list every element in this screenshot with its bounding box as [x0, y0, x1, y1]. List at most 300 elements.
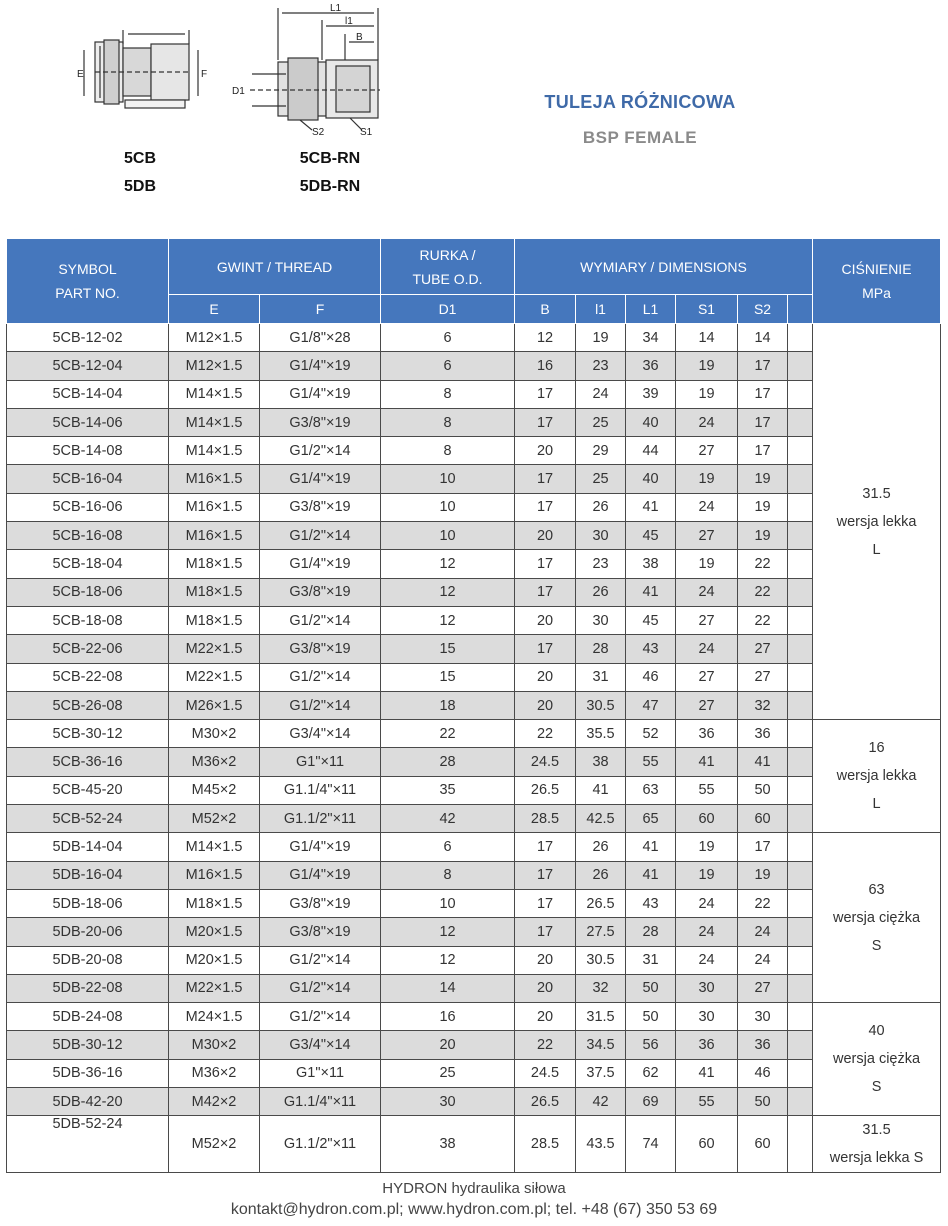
table-cell: G1.1/4"×11 — [260, 1088, 381, 1116]
table-cell: 24 — [676, 408, 738, 436]
table-cell: 5CB-12-02 — [7, 324, 169, 352]
table-cell: 22 — [381, 720, 515, 748]
table-cell: 8 — [381, 408, 515, 436]
table-cell: 41 — [626, 578, 676, 606]
table-cell: 19 — [738, 861, 788, 889]
table-cell: M52×2 — [169, 1116, 260, 1173]
table-cell: 5CB-14-04 — [7, 380, 169, 408]
table-cell: 17 — [515, 833, 576, 861]
table-cell-blank — [788, 1088, 813, 1116]
table-cell: 6 — [381, 833, 515, 861]
table-cell: M18×1.5 — [169, 889, 260, 917]
dim-label-d1: D1 — [232, 86, 245, 97]
dim-label-l1: l1 — [345, 16, 353, 27]
table-cell: 24 — [738, 918, 788, 946]
table-row — [7, 352, 941, 380]
table-cell: 27 — [676, 437, 738, 465]
table-cell-blank — [788, 1003, 813, 1031]
table-cell: 43 — [626, 889, 676, 917]
table-cell: 55 — [676, 1088, 738, 1116]
dim-label-e: E — [77, 69, 84, 80]
table-cell: M22×1.5 — [169, 974, 260, 1002]
table-cell: 69 — [626, 1088, 676, 1116]
table-cell: 56 — [626, 1031, 676, 1059]
table-cell: 5CB-45-20 — [7, 776, 169, 804]
pressure-note: wersja ciężka — [833, 1051, 921, 1068]
pressure-cell — [813, 1116, 941, 1173]
table-cell: 38 — [576, 748, 626, 776]
table-cell: M18×1.5 — [169, 578, 260, 606]
table-cell: 24 — [676, 946, 738, 974]
table-cell: 27 — [738, 663, 788, 691]
table-cell: G1.1/4"×11 — [260, 776, 381, 804]
table-cell: 41 — [626, 493, 676, 521]
table-cell: M16×1.5 — [169, 861, 260, 889]
table-cell: 42.5 — [576, 805, 626, 833]
table-cell: 19 — [576, 324, 626, 352]
header-L1: L1 — [626, 295, 676, 324]
table-row — [7, 437, 941, 465]
table-cell-blank — [788, 889, 813, 917]
table-cell: 17 — [738, 408, 788, 436]
table-cell: 27 — [738, 635, 788, 663]
table-cell: 19 — [676, 861, 738, 889]
table-cell: 5CB-26-08 — [7, 691, 169, 719]
footer-contact: kontakt@hydron.com.pl; www.hydron.com.pl; tel. +48 (67) 350 53 69 — [230, 1201, 718, 1218]
table-cell: 20 — [515, 1003, 576, 1031]
table-cell: 24 — [676, 635, 738, 663]
table-cell: 17 — [738, 437, 788, 465]
table-cell: 5CB-12-04 — [7, 352, 169, 380]
header-b: B — [515, 295, 576, 324]
table-cell: G1/2"×14 — [260, 606, 381, 634]
table-cell-blank — [788, 691, 813, 719]
table-cell-blank — [788, 833, 813, 861]
table-cell: 20 — [515, 606, 576, 634]
pressure-value: 31.5 — [862, 1122, 891, 1139]
table-cell: 26 — [576, 833, 626, 861]
table-cell: 41 — [626, 861, 676, 889]
table-cell-blank — [788, 720, 813, 748]
pressure-value: 31.5 — [862, 485, 891, 502]
table-cell: G1/2"×14 — [260, 437, 381, 465]
table-row — [7, 1116, 941, 1173]
table-cell: 55 — [626, 748, 676, 776]
table-row — [7, 946, 941, 974]
table-cell: 24 — [676, 889, 738, 917]
table-cell: 5CB-22-06 — [7, 635, 169, 663]
table-cell: 5CB-14-08 — [7, 437, 169, 465]
table-cell: 5CB-30-12 — [7, 720, 169, 748]
table-cell-blank — [788, 550, 813, 578]
table-row — [7, 776, 941, 804]
table-cell: 28 — [626, 918, 676, 946]
table-cell: 41 — [626, 833, 676, 861]
table-cell: G1/4"×19 — [260, 550, 381, 578]
table-cell: 74 — [626, 1116, 676, 1173]
table-cell: 20 — [515, 522, 576, 550]
table-cell: 35 — [381, 776, 515, 804]
table-cell: M18×1.5 — [169, 550, 260, 578]
table-cell: G1.1/2"×11 — [260, 805, 381, 833]
table-cell: 27 — [738, 974, 788, 1002]
table-cell: 22 — [515, 720, 576, 748]
table-cell: G3/4"×14 — [260, 1031, 381, 1059]
table-cell: 36 — [676, 1031, 738, 1059]
pressure-note: wersja lekka — [836, 513, 917, 530]
table-cell: 38 — [381, 1116, 515, 1173]
table-cell: 41 — [738, 748, 788, 776]
table-cell: 26.5 — [576, 889, 626, 917]
table-cell: G1/8"×28 — [260, 324, 381, 352]
table-cell: G3/8"×19 — [260, 918, 381, 946]
table-cell-blank — [788, 861, 813, 889]
dim-label-s2: S2 — [312, 127, 325, 138]
pressure-series: L — [872, 541, 881, 558]
table-cell: 5CB-52-24 — [7, 805, 169, 833]
table-cell: 6 — [381, 352, 515, 380]
table-cell: 5DB-22-08 — [7, 974, 169, 1002]
table-cell: 16 — [381, 1003, 515, 1031]
table-cell: 12 — [381, 946, 515, 974]
table-cell: 50 — [626, 974, 676, 1002]
table-cell: 36 — [676, 720, 738, 748]
table-cell: 20 — [515, 437, 576, 465]
dim-label-L1: L1 — [330, 3, 342, 14]
drawing-5cb-rn — [250, 8, 380, 130]
table-cell: 28 — [381, 748, 515, 776]
table-cell: M16×1.5 — [169, 465, 260, 493]
table-cell: 20 — [381, 1031, 515, 1059]
table-cell: 19 — [676, 352, 738, 380]
table-cell: 22 — [515, 1031, 576, 1059]
table-cell: 15 — [381, 635, 515, 663]
table-cell: 5DB-42-20 — [7, 1088, 169, 1116]
table-cell-blank — [788, 635, 813, 663]
table-cell: 63 — [626, 776, 676, 804]
table-cell: M20×1.5 — [169, 946, 260, 974]
table-cell: 24.5 — [515, 748, 576, 776]
table-cell: G1/2"×14 — [260, 663, 381, 691]
pressure-value: 63 — [868, 881, 885, 898]
table-cell: M14×1.5 — [169, 380, 260, 408]
table-cell: M26×1.5 — [169, 691, 260, 719]
header-symbol: SYMBOL PART NO. — [7, 239, 169, 324]
table-cell: 43 — [626, 635, 676, 663]
table-cell: 19 — [738, 493, 788, 521]
table-cell: 5DB-24-08 — [7, 1003, 169, 1031]
table-cell: 5CB-16-06 — [7, 493, 169, 521]
footer-company: HYDRON hydraulika siłowa — [382, 1180, 566, 1197]
header-s1: S1 — [676, 295, 738, 324]
table-cell: 27 — [676, 606, 738, 634]
pressure-note: wersja lekka — [836, 768, 917, 785]
table-cell-blank — [788, 578, 813, 606]
table-cell-blank — [788, 437, 813, 465]
table-cell: 42 — [576, 1088, 626, 1116]
table-cell: G1"×11 — [260, 748, 381, 776]
table-cell: M30×2 — [169, 720, 260, 748]
page-title: TULEJA RÓŻNICOWA — [544, 92, 736, 112]
table-cell: 35.5 — [576, 720, 626, 748]
table-cell: 40 — [626, 408, 676, 436]
header-pressure: CIŚNIENIE MPa — [813, 239, 941, 324]
table-cell: 12 — [515, 324, 576, 352]
header-blank — [788, 295, 813, 324]
table-row — [7, 550, 941, 578]
table-cell: 52 — [626, 720, 676, 748]
table-cell: 22 — [738, 606, 788, 634]
table-row — [7, 861, 941, 889]
table-cell-blank — [788, 380, 813, 408]
header-d1: D1 — [381, 295, 515, 324]
table-cell: 10 — [381, 493, 515, 521]
table-cell: 28.5 — [515, 805, 576, 833]
table-cell: 29 — [576, 437, 626, 465]
table-cell: G1/2"×14 — [260, 974, 381, 1002]
table-cell: 5DB-20-08 — [7, 946, 169, 974]
pressure-series: S — [871, 1079, 882, 1096]
table-cell-blank — [788, 974, 813, 1002]
table-cell: 41 — [676, 748, 738, 776]
table-cell: 22 — [738, 550, 788, 578]
table-cell: 30.5 — [576, 946, 626, 974]
table-cell: 62 — [626, 1059, 676, 1087]
table-cell: G1/4"×19 — [260, 465, 381, 493]
table-cell: 24 — [676, 578, 738, 606]
table-cell: G1/4"×19 — [260, 352, 381, 380]
table-cell: 27 — [676, 663, 738, 691]
table-cell: M12×1.5 — [169, 324, 260, 352]
table-cell: 17 — [515, 889, 576, 917]
header-f: F — [260, 295, 381, 324]
table-cell: 44 — [626, 437, 676, 465]
table-row — [7, 720, 941, 748]
table-cell: 5DB-30-12 — [7, 1031, 169, 1059]
table-cell: 26 — [576, 861, 626, 889]
table-cell: G3/8"×19 — [260, 408, 381, 436]
table-cell: M20×1.5 — [169, 918, 260, 946]
table-cell: 30 — [576, 522, 626, 550]
table-cell-blank — [788, 408, 813, 436]
pressure-series: S — [871, 937, 882, 954]
table-cell: 19 — [676, 380, 738, 408]
table-cell: 5DB-18-06 — [7, 889, 169, 917]
table-cell: 8 — [381, 437, 515, 465]
table-cell: 36 — [738, 1031, 788, 1059]
table-cell: 12 — [381, 550, 515, 578]
table-row — [7, 833, 941, 861]
table-cell: 5CB-36-16 — [7, 748, 169, 776]
table-cell: 41 — [676, 1059, 738, 1087]
table-cell: 10 — [381, 522, 515, 550]
table-row — [7, 465, 941, 493]
table-cell: 36 — [738, 720, 788, 748]
dim-label-b: B — [356, 32, 363, 43]
header-dimensions: WYMIARY / DIMENSIONS — [515, 239, 813, 295]
table-cell: 23 — [576, 550, 626, 578]
table-cell: 26 — [576, 578, 626, 606]
table-row — [7, 606, 941, 634]
header-e: E — [169, 295, 260, 324]
table-cell-blank — [788, 1059, 813, 1087]
table-cell: 34.5 — [576, 1031, 626, 1059]
table-cell-blank — [788, 465, 813, 493]
table-row — [7, 408, 941, 436]
table-cell: 12 — [381, 606, 515, 634]
table-cell: 20 — [515, 946, 576, 974]
table-row — [7, 635, 941, 663]
table-cell: 30 — [676, 974, 738, 1002]
table-cell: 24 — [676, 918, 738, 946]
table-cell: 6 — [381, 324, 515, 352]
table-cell: G3/8"×19 — [260, 889, 381, 917]
table-cell: G1/4"×19 — [260, 861, 381, 889]
table-cell: 41 — [576, 776, 626, 804]
pressure-cell — [813, 720, 941, 833]
table-cell: 24 — [576, 380, 626, 408]
table-cell: 37.5 — [576, 1059, 626, 1087]
table-cell: 50 — [738, 1088, 788, 1116]
table-cell: 60 — [676, 805, 738, 833]
table-cell: G3/8"×19 — [260, 578, 381, 606]
table-cell: G1/2"×14 — [260, 522, 381, 550]
table-cell: 19 — [738, 465, 788, 493]
dimensions-table — [6, 238, 941, 1173]
table-cell: 17 — [515, 635, 576, 663]
table-cell: 5DB-52-24 — [7, 1116, 169, 1173]
table-cell: 65 — [626, 805, 676, 833]
table-cell: 28.5 — [515, 1116, 576, 1173]
table-cell: 17 — [515, 493, 576, 521]
table-cell: M16×1.5 — [169, 493, 260, 521]
table-cell: 50 — [626, 1003, 676, 1031]
table-row — [7, 918, 941, 946]
table-cell: 5DB-14-04 — [7, 833, 169, 861]
table-cell: M14×1.5 — [169, 408, 260, 436]
table-cell: 45 — [626, 606, 676, 634]
table-cell: 32 — [738, 691, 788, 719]
table-cell: 5DB-16-04 — [7, 861, 169, 889]
table-cell: 31 — [626, 946, 676, 974]
table-cell: 30 — [676, 1003, 738, 1031]
table-cell: 12 — [381, 578, 515, 606]
drawing-5cb — [84, 30, 198, 108]
pressure-cell — [813, 1003, 941, 1116]
table-cell: 17 — [738, 833, 788, 861]
table-cell: 5CB-22-08 — [7, 663, 169, 691]
table-cell: M36×2 — [169, 1059, 260, 1087]
table-cell: 34 — [626, 324, 676, 352]
dim-label-f: F — [201, 69, 208, 80]
header-thread: GWINT / THREAD — [169, 239, 381, 295]
table-cell: G3/8"×19 — [260, 635, 381, 663]
table-row — [7, 493, 941, 521]
table-cell: 20 — [515, 691, 576, 719]
table-cell: 12 — [381, 918, 515, 946]
table-cell-blank — [788, 946, 813, 974]
table-cell: G1.1/2"×11 — [260, 1116, 381, 1173]
table-row — [7, 805, 941, 833]
table-row — [7, 974, 941, 1002]
table-cell: G1/4"×19 — [260, 833, 381, 861]
table-cell: 15 — [381, 663, 515, 691]
table-row — [7, 889, 941, 917]
table-cell: 60 — [738, 805, 788, 833]
table-cell: 5CB-14-06 — [7, 408, 169, 436]
label-5db: 5DB — [123, 178, 156, 195]
header-s2: S2 — [738, 295, 788, 324]
table-cell: 20 — [515, 663, 576, 691]
table-cell: 8 — [381, 861, 515, 889]
table-cell: 8 — [381, 380, 515, 408]
table-cell: 10 — [381, 889, 515, 917]
table-cell: 5CB-18-04 — [7, 550, 169, 578]
table-cell: 25 — [576, 408, 626, 436]
table-cell: 26.5 — [515, 776, 576, 804]
table-cell: 60 — [676, 1116, 738, 1173]
table-body — [7, 324, 941, 1173]
table-cell: 27 — [676, 691, 738, 719]
table-cell: 24.5 — [515, 1059, 576, 1087]
table-row — [7, 324, 941, 352]
table-cell: 22 — [738, 578, 788, 606]
table-cell: 47 — [626, 691, 676, 719]
table-cell: 31.5 — [576, 1003, 626, 1031]
table-cell: 27.5 — [576, 918, 626, 946]
table-cell-blank — [788, 522, 813, 550]
table-cell: 46 — [738, 1059, 788, 1087]
table-cell: M52×2 — [169, 805, 260, 833]
table-cell: 30.5 — [576, 691, 626, 719]
table-cell: 14 — [738, 324, 788, 352]
table-cell: M22×1.5 — [169, 635, 260, 663]
table-cell: 17 — [515, 550, 576, 578]
table-cell: 28 — [576, 635, 626, 663]
header-tube: RURKA / TUBE O.D. — [381, 239, 515, 295]
table-cell: 17 — [515, 408, 576, 436]
table-cell: 40 — [626, 465, 676, 493]
dim-label-s1: S1 — [360, 127, 373, 138]
table-cell: M30×2 — [169, 1031, 260, 1059]
table-cell-blank — [788, 352, 813, 380]
table-cell: 42 — [381, 805, 515, 833]
table-cell: 30 — [381, 1088, 515, 1116]
table-cell-blank — [788, 493, 813, 521]
table-cell: 5DB-20-06 — [7, 918, 169, 946]
table-cell: 17 — [515, 861, 576, 889]
table-cell: 5DB-36-16 — [7, 1059, 169, 1087]
table-cell: 26 — [576, 493, 626, 521]
table-cell-blank — [788, 748, 813, 776]
table-cell: 23 — [576, 352, 626, 380]
table-cell: 26.5 — [515, 1088, 576, 1116]
pressure-note: wersja lekka S — [829, 1150, 924, 1167]
table-cell: 25 — [381, 1059, 515, 1087]
table-cell: 17 — [738, 352, 788, 380]
table-cell: 5CB-16-04 — [7, 465, 169, 493]
table-cell: 55 — [676, 776, 738, 804]
table-cell: 60 — [738, 1116, 788, 1173]
table-cell: 14 — [676, 324, 738, 352]
table-cell-blank — [788, 776, 813, 804]
table-cell: G3/4"×14 — [260, 720, 381, 748]
table-row — [7, 663, 941, 691]
table-cell: 14 — [381, 974, 515, 1002]
table-row — [7, 578, 941, 606]
table-cell: 5CB-18-06 — [7, 578, 169, 606]
table-cell: 19 — [676, 550, 738, 578]
